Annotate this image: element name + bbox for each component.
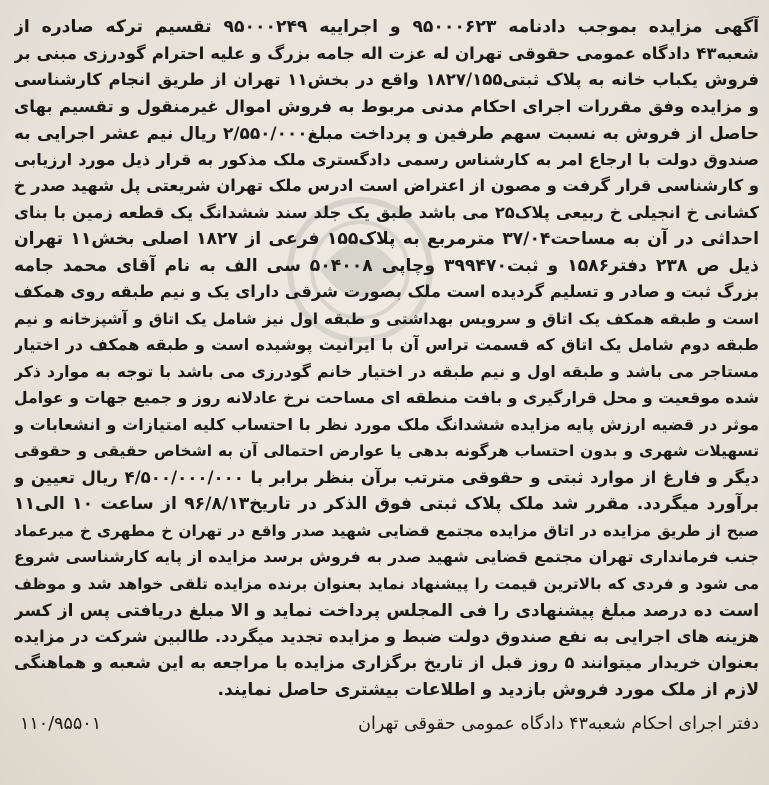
notice-line: لازم از ملک مورد فروش بازدید و اطلاعات بیشتری حاصل نمایند.	[217, 679, 759, 700]
notice-line: طبقه دوم شامل یک اتاق که قسمت تراس آن با ایرانیت پوشیده است و طبقه همکف در اختیار	[14, 335, 759, 354]
notice-line: است و طبقه همکف یک اتاق و سرویس بهداشتی و طبقه اول نیز شامل یک اتاق و آشپزخانه و نیم	[14, 309, 759, 328]
notice-code: ۱۱۰/۹۵۵۰۱	[20, 714, 102, 734]
notice-line: و مزایده وفق مقررات اجرای احکام مدنی مربوط به فروش اموال غیرمنقول و تقسیم بهای	[14, 96, 759, 116]
notice-line: کشانی خ انجیلی خ ربیعی پلاک۲۵ می باشد طبق یک جلد سند ششدانگ یک قطعه زمین با بنای	[14, 202, 759, 222]
notice-line: هزینه های اجرایی به نفع صندوق دولت ضبط و مزایده تجدید میگردد. طالبین شرکت در مزایده	[14, 626, 759, 646]
notice-line: صبح از طریق مزایده در اتاق مزایده مجتمع قضایی شهید صدر واقع در تهران خ مطهری خ میرعماد	[14, 521, 759, 540]
notice-footer	[14, 709, 759, 739]
notice-line: احداثی در آن به مساحت۳۷/۰۴ مترمربع به پلاک۱۵۵ فرعی از ۱۸۲۷ اصلی بخش۱۱ تهران	[14, 229, 759, 249]
notice-line: صندوق دولت با ارجاع امر به کارشناس رسمی دادگستری ملک مذکور به قرار ذیل مورد ارزیابی	[14, 149, 759, 169]
notice-line: شعبه۴۳ دادگاه عمومی حقوقی تهران له عزت اله جامه بزرگ و علیه احترام گودرزی مبنی بر	[14, 43, 759, 63]
notice-line: برآورد میگردد. مقرر شد ملک پلاک ثبتی فوق الذکر در تاریخ۹۶/۸/۱۳ از ساعت ۱۰ الی۱۱	[14, 494, 759, 514]
notice-line: است ده درصد مبلغ پیشنهادی را فی المجلس پرداخت نماید و الا مبلغ دریافتی پس از کسر	[14, 600, 759, 620]
notice-line: تسهیلات شهری و بدون احتساب هرگونه بدهی یا عوارض احتمالی آن به اشخاص حقیقی و حقوقی	[14, 442, 759, 460]
notice-line: آگهی مزایده بموجب دادنامه ۹۵۰۰۰۶۲۳ و اجراییه ۹۵۰۰۰۲۴۹ تقسیم ترکه صادره از	[14, 17, 759, 37]
notice-line: می شود و فردی که بالاترین قیمت را پیشنهاد نماید بعنوان برنده مزایده تلقی خواهد شد و موظف	[14, 574, 759, 593]
notice-line: موثر در قضیه ارزش پایه مزایده ششدانگ ملک مورد نظر با احتساب کلیه امتیازات و انشعابات و	[14, 414, 759, 434]
notice-line: و کارشناسی قرار گرفت و مصون از اعتراض است ادرس ملک تهران شریعتی پل شهید صدر خ	[14, 176, 759, 195]
auction-notice	[14, 14, 759, 739]
notice-line: مستاجر می باشد و طبقه اول و نیم طبقه در اختیار خانم گودرزی می باشد با توجه به موارد ذکر	[14, 361, 759, 381]
notice-line: بعنوان خریدار میتوانند ۵ روز قبل از تاریخ برگزاری مزایده با مراجعه به این شعبه و هماهنگی	[14, 653, 759, 672]
notice-line: جنب فرمانداری تهران مجتمع قضایی شهید صدر به فروش برسد مزایده از پایه کارشناسی شروع	[14, 547, 759, 566]
notice-line: شده موقعیت و محل قرارگیری و بافت منطقه ای مساحت نرخ عادلانه روز و جمیع جهات و عوامل	[14, 388, 759, 407]
notice-line: حاصل از فروش به نسبت سهم طرفین و پرداخت مبلغ۲/۵۵۰/۰۰۰ ریال نیم عشر اجرایی به	[14, 123, 759, 143]
notice-body	[14, 14, 759, 703]
notice-line: ذیل ص ۲۳۸ دفتر۱۵۸۶ و ثبت۳۹۹۴۷۰ وچاپی ۵۰۴۰۰۸ سی الف به نام آقای محمد جامه	[14, 255, 759, 276]
notice-line: بزرگ ثبت و صادر و تسلیم گردیده است ملک بصورت شرقی دارای یک و نیم طبقه روی همکف	[14, 282, 759, 301]
notice-line: فروش یکباب خانه به پلاک ثبتی۱۸۲۷/۱۵۵ واقع در بخش۱۱ تهران از طریق انجام کارشناسی	[14, 70, 759, 89]
notice-line: دیگر و فارغ از موارد ثبتی و حقوقی مترتب برآن بنظر برابر با ۴/۵۰۰/۰۰۰/۰۰۰ ریال تعیین و	[14, 467, 759, 487]
issuing-office: دفتر اجرای احکام شعبه۴۳ دادگاه عمومی حقوقی تهران	[358, 714, 759, 734]
